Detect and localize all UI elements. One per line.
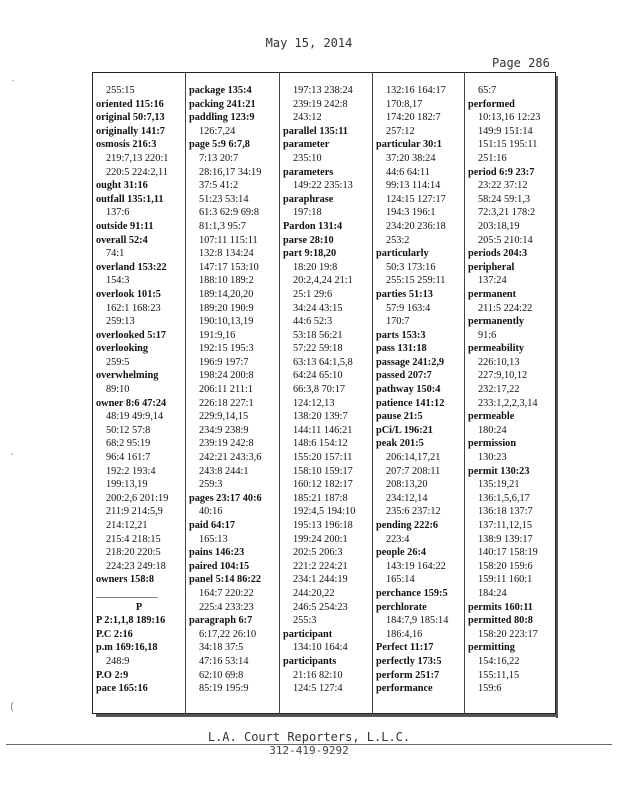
index-reference: 219:7,13 220:1: [106, 152, 169, 164]
margin-mark: (: [10, 700, 15, 713]
index-term: parallel 135:11: [283, 125, 348, 137]
index-reference: 221:2 224:21: [293, 560, 348, 572]
index-term: performed: [468, 98, 515, 110]
index-term: perchance 159:5: [376, 587, 448, 599]
index-reference: 66:3,8 70:17: [293, 384, 346, 396]
index-reference: 235:6 237:12: [386, 506, 441, 518]
index-reference: 132:8 134:24: [199, 248, 254, 260]
index-reference: 218:20 220:5: [106, 547, 161, 559]
index-reference: 137:24: [478, 275, 507, 287]
index-reference: 243:12: [293, 112, 322, 124]
index-reference: 148:6 154:12: [293, 438, 348, 450]
index-term: p.m 169:16,18: [96, 642, 158, 654]
index-reference: 259:13: [106, 316, 135, 328]
index-reference: 137:6: [106, 207, 130, 219]
index-term: pace 165:16: [96, 683, 148, 695]
index-reference: 164:7 220:22: [199, 587, 254, 599]
index-reference: 198:24 200:8: [199, 370, 254, 382]
index-reference: 165:14: [386, 574, 415, 586]
index-term: permeability: [468, 343, 525, 355]
index-reference: 155:20 157:11: [293, 452, 353, 464]
index-reference: 205:5 210:14: [478, 234, 533, 246]
column-separator: [464, 72, 465, 714]
index-reference: 255:15: [106, 85, 135, 96]
index-reference: 220:5 224:2,11: [106, 166, 168, 178]
index-term: permit 130:23: [468, 465, 530, 477]
index-term: pains 146:23: [189, 547, 245, 559]
index-reference: 211:5 224:22: [478, 302, 533, 314]
index-reference: 10:13,16 12:23: [478, 112, 541, 124]
index-term: paired 104:15: [189, 560, 250, 572]
index-reference: 235:10: [293, 152, 322, 164]
page-number: Page 286: [492, 56, 550, 70]
index-reference: 170:7: [386, 316, 410, 328]
index-reference: 34:18 37:5: [199, 642, 244, 654]
box-shadow-bottom: [96, 714, 558, 717]
index-term: permeable: [468, 411, 515, 423]
index-reference: 28:16,17 34:19: [199, 166, 262, 178]
index-term: part 9:18,20: [283, 248, 337, 260]
index-reference: 226:10,13: [478, 356, 520, 368]
index-term: permanent: [468, 288, 517, 300]
index-reference: 224:23 249:18: [106, 560, 166, 572]
index-reference: 232:17,22: [478, 384, 520, 396]
index-reference: 21:16 82:10: [293, 669, 343, 681]
index-term: parse 28:10: [283, 234, 334, 246]
index-reference: 137:11,12,15: [478, 520, 532, 531]
index-reference: 37:5 41:2: [199, 180, 239, 192]
index-reference: 248:9: [106, 655, 130, 667]
index-reference: 51:23 53:14: [199, 193, 249, 205]
index-reference: 85:19 195:9: [199, 683, 249, 695]
margin-mark: ·: [10, 448, 14, 461]
index-term: parameters: [283, 166, 334, 178]
index-reference: 74:1: [106, 248, 125, 260]
index-term: Pardon 131:4: [283, 220, 343, 232]
index-reference: 244:20,22: [293, 587, 335, 599]
index-reference: 138:20 139:7: [293, 411, 348, 423]
index-term: P.O 2:9: [96, 669, 129, 681]
index-reference: 234:9 238:9: [199, 424, 249, 436]
index-reference: 192:2 193:4: [106, 465, 156, 477]
index-reference: 197:18: [293, 207, 322, 219]
index-reference: 50:12 57:8: [106, 424, 151, 436]
index-reference: 239:19 242:8: [293, 98, 348, 110]
index-term: people 26:4: [376, 547, 427, 559]
index-term: owner 8:6 47:24: [96, 397, 167, 409]
header-date: May 15, 2014: [265, 36, 353, 50]
index-reference: 124:15 127:17: [386, 193, 446, 205]
index-reference: 158:20 159:6: [478, 560, 533, 572]
column-separator: [372, 72, 373, 714]
index-term: perchlorate: [376, 601, 427, 613]
index-column-3: [283, 84, 370, 696]
index-term: overlooked 5:17: [96, 329, 167, 341]
index-reference: 196:9 197:7: [199, 356, 249, 368]
index-reference: 197:13 238:24: [293, 85, 353, 96]
index-term: parameter: [283, 139, 330, 151]
index-reference: 200:2,6 201:19: [106, 492, 169, 504]
index-reference: 47:16 53:14: [199, 655, 249, 667]
index-reference: 57:9 163:4: [386, 302, 431, 314]
index-reference: 199:24 200:1: [293, 533, 348, 545]
index-reference: 158:10 159:17: [293, 465, 353, 477]
index-term: pages 23:17 40:6: [189, 492, 262, 504]
index-reference: 154:3: [106, 275, 130, 287]
index-column-4: [376, 84, 462, 696]
index-reference: 7:13 20:7: [199, 152, 239, 164]
index-reference: 6:17,22 26:10: [199, 628, 257, 640]
index-term: pause 21:5: [376, 411, 423, 423]
index-reference: 140:17 158:19: [478, 547, 538, 559]
index-reference: 34:24 43:15: [293, 302, 343, 314]
index-reference: 96:4 161:7: [106, 452, 151, 464]
index-reference: 144:11 146:21: [293, 424, 353, 436]
index-reference: 159:11 160:1: [478, 574, 533, 586]
index-reference: 64:24 65:10: [293, 370, 343, 382]
index-reference: 50:3 173:16: [386, 261, 436, 273]
index-term: period 6:9 23:7: [468, 166, 535, 178]
index-reference: 149:22 235:13: [293, 180, 353, 192]
index-reference: 124:5 127:4: [293, 683, 343, 695]
index-reference: 192:15 195:3: [199, 343, 254, 355]
index-reference: 89:10: [106, 384, 130, 396]
index-term: perform 251:7: [376, 669, 440, 681]
index-term: particularly: [376, 248, 429, 260]
margin-mark: ˙: [10, 78, 16, 91]
index-reference: 136:18 137:7: [478, 506, 533, 518]
index-reference: 203:18,19: [478, 220, 520, 232]
index-term: passed 207:7: [376, 370, 432, 382]
index-reference: 190:10,13,19: [199, 316, 254, 328]
index-reference: 259:5: [106, 356, 130, 368]
index-reference: 130:23: [478, 452, 507, 464]
index-reference: 135:19,21: [478, 479, 520, 491]
index-term: paddling 123:9: [189, 112, 255, 124]
index-term: peak 201:5: [376, 438, 424, 450]
index-term: panel 5:14 86:22: [189, 574, 262, 586]
index-term: performance: [376, 683, 433, 695]
box-shadow-right: [556, 76, 558, 718]
index-term: permitting: [468, 642, 515, 654]
index-term: outfall 135:1,11: [96, 193, 164, 205]
index-reference: 91:6: [478, 329, 497, 341]
index-reference: 132:16 164:17: [386, 85, 446, 96]
index-reference: 57:22 59:18: [293, 343, 343, 355]
index-reference: 126:7,24: [199, 125, 236, 137]
index-reference: 48:19 49:9,14: [106, 411, 164, 423]
column-separator: [185, 72, 186, 714]
index-term: passage 241:2,9: [376, 356, 445, 368]
index-reference: 206:14,17,21: [386, 452, 441, 464]
index-term: pCi/L 196:21: [376, 424, 433, 436]
index-reference: 25:1 29:6: [293, 288, 333, 300]
index-reference: 107:11 115:11: [199, 234, 258, 246]
index-reference: 229:9,14,15: [199, 411, 249, 423]
index-term: ought 31:16: [96, 180, 148, 192]
index-reference: 40:16: [199, 506, 223, 518]
index-reference: 184:24: [478, 587, 507, 599]
index-reference: 174:20 182:7: [386, 112, 441, 124]
index-column-2: [189, 84, 277, 696]
index-reference: 147:17 153:10: [199, 261, 259, 273]
index-reference: 18:20 19:8: [293, 261, 338, 273]
index-reference: ____________: [96, 587, 158, 599]
index-reference: 186:4,16: [386, 628, 423, 640]
index-reference: 192:4,5 194:10: [293, 506, 356, 518]
index-reference: 151:15 195:11: [478, 139, 538, 151]
column-separator: [279, 72, 280, 714]
index-reference: 61:3 62:9 69:8: [199, 207, 260, 219]
index-term: page 5:9 6:7,8: [189, 139, 250, 151]
index-reference: 20:2,4,24 21:1: [293, 275, 353, 287]
index-term: perfectly 173:5: [376, 655, 442, 667]
index-term: periods 204:3: [468, 248, 528, 260]
index-term: paragraph 6:7: [189, 615, 253, 627]
index-reference: 154:16,22: [478, 655, 520, 667]
index-term: owners 158:8: [96, 574, 155, 586]
index-reference: 185:21 187:8: [293, 492, 348, 504]
index-term: P 2:1,1,8 189:16: [96, 615, 166, 627]
index-reference: 223:4: [386, 533, 410, 545]
index-reference: 99:13 114:14: [386, 180, 441, 192]
index-term: permits 160:11: [468, 601, 533, 613]
index-reference: 184:7,9 185:14: [386, 615, 449, 627]
index-column-5: [468, 84, 554, 696]
index-reference: 58:24 59:1,3: [478, 193, 531, 205]
index-reference: 62:10 69:8: [199, 669, 244, 681]
index-reference: 233:1,2,2,3,14: [478, 397, 538, 409]
index-reference: 188:10 189:2: [199, 275, 254, 287]
section-letter: P: [135, 601, 143, 613]
index-reference: 253:2: [386, 234, 410, 246]
index-reference: 53:18 56:21: [293, 329, 343, 341]
index-reference: 208:13,20: [386, 479, 428, 491]
index-reference: 239:19 242:8: [199, 438, 254, 450]
index-reference: 194:3 196:1: [386, 207, 436, 219]
index-reference: 226:18 227:1: [199, 397, 254, 409]
index-reference: 227:9,10,12: [478, 370, 528, 382]
index-reference: 23:22 37:12: [478, 180, 528, 192]
index-reference: 191:9,16: [199, 329, 236, 341]
index-reference: 159:6: [478, 683, 502, 695]
index-reference: 211:9 214:5,9: [106, 506, 163, 518]
index-term: paraphrase: [283, 193, 334, 205]
index-reference: 149:9 151:14: [478, 125, 533, 137]
index-reference: 199:13,19: [106, 479, 148, 491]
index-reference: 37:20 38:24: [386, 152, 436, 164]
index-reference: 251:16: [478, 152, 507, 164]
index-term: overlook 101:5: [96, 288, 161, 300]
index-reference: 255:15 259:11: [386, 275, 446, 287]
index-reference: 257:12: [386, 125, 415, 137]
index-term: parties 51:13: [376, 288, 433, 300]
index-reference: 143:19 164:22: [386, 560, 446, 572]
index-term: overall 52:4: [96, 234, 148, 246]
index-reference: 134:10 164:4: [293, 642, 348, 654]
index-term: overlooking: [96, 343, 149, 355]
index-term: oriented 115:16: [96, 98, 164, 110]
index-reference: 189:20 190:9: [199, 302, 254, 314]
index-reference: 243:8 244:1: [199, 465, 249, 477]
index-reference: 65:7: [478, 85, 497, 96]
index-term: osmosis 216:3: [96, 139, 157, 151]
index-term: outside 91:11: [96, 220, 154, 232]
index-reference: 206:11 211:1: [199, 384, 253, 396]
index-term: package 135:4: [189, 85, 252, 96]
index-term: pass 131:18: [376, 343, 427, 355]
index-reference: 124:12,13: [293, 397, 335, 409]
index-reference: 255:3: [293, 615, 317, 627]
index-term: Perfect 11:17: [376, 642, 434, 654]
index-term: pathway 150:4: [376, 384, 441, 396]
index-reference: 158:20 223:17: [478, 628, 538, 640]
index-reference: 225:4 233:23: [199, 601, 254, 613]
index-reference: 155:11,15: [478, 669, 520, 681]
index-reference: 44:6 52:3: [293, 316, 333, 328]
index-term: permission: [468, 438, 517, 450]
index-term: P.C 2:16: [96, 628, 133, 640]
index-term: originally 141:7: [96, 125, 165, 137]
index-reference: 170:8,17: [386, 98, 423, 110]
index-reference: 242:21 243:3,6: [199, 452, 262, 464]
index-term: paid 64:17: [189, 520, 236, 531]
index-reference: 259:3: [199, 479, 223, 491]
index-term: overland 153:22: [96, 261, 167, 273]
index-reference: 202:5 206:3: [293, 547, 343, 559]
index-term: peripheral: [468, 261, 515, 273]
index-term: overwhelming: [96, 370, 159, 382]
index-reference: 214:12,21: [106, 520, 148, 531]
index-reference: 234:12,14: [386, 492, 428, 504]
index-reference: 165:13: [199, 533, 228, 545]
index-term: particular 30:1: [376, 139, 442, 151]
index-term: participants: [283, 655, 337, 667]
index-reference: 195:13 196:18: [293, 520, 353, 531]
index-term: parts 153:3: [376, 329, 426, 341]
index-reference: 246:5 254:23: [293, 601, 348, 613]
index-term: pending 222:6: [376, 520, 439, 531]
index-reference: 63:13 64:1,5,8: [293, 356, 353, 368]
index-term: original 50:7,13: [96, 112, 165, 124]
index-term: packing 241:21: [189, 98, 256, 110]
index-reference: 234:20 236:18: [386, 220, 446, 232]
index-column-1: [96, 84, 182, 696]
index-reference: 44:6 64:11: [386, 166, 430, 178]
index-reference: 68:2 95:19: [106, 438, 151, 450]
index-reference: 189:14,20,20: [199, 288, 254, 300]
index-reference: 160:12 182:17: [293, 479, 353, 491]
index-reference: 138:9 139:17: [478, 533, 533, 545]
index-reference: 180:24: [478, 424, 507, 436]
footer-phone: 312-419-9292: [269, 744, 349, 757]
index-reference: 81:1,3 95:7: [199, 220, 246, 232]
index-term: participant: [283, 628, 333, 640]
index-reference: 72:3,21 178:2: [478, 207, 536, 219]
index-reference: 207:7 208:11: [386, 465, 441, 477]
index-term: permitted 80:8: [468, 615, 533, 627]
index-reference: 215:4 218:15: [106, 533, 161, 545]
index-reference: 136:1,5,6,17: [478, 492, 530, 504]
index-term: permanently: [468, 316, 525, 328]
index-reference: 234:1 244:19: [293, 574, 348, 586]
index-term: patience 141:12: [376, 397, 445, 409]
index-reference: 162:1 168:23: [106, 302, 161, 314]
footer-company: L.A. Court Reporters, L.L.C.: [207, 730, 411, 744]
